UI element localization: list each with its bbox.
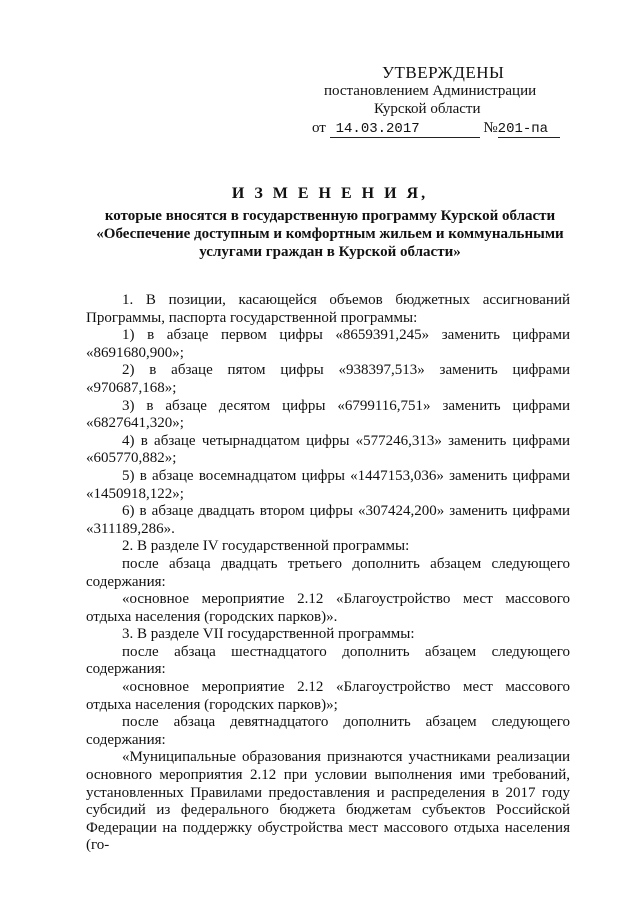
paragraph-14: после абзаца девятнадцатого дополнить абзацем следующего содержания: [86, 714, 570, 748]
paragraph-8: 2. В разделе IV государственной программы: [122, 538, 410, 555]
from-label: от [312, 120, 326, 136]
paragraph-13: «основное мероприятие 2.12 «Благоустройство мест массового отдыха населения (городских парков)»; [86, 679, 570, 713]
heading-line-4: услугами граждан в Курской области» [199, 244, 461, 260]
paragraph-4: 3) в абзаце десятом цифры «6799116,751» заменить цифрами «6827641,320»; [86, 397, 570, 432]
approval-title: УТВЕРЖДЕНЫ [382, 63, 505, 82]
paragraph-3: 2) в абзаце пятом цифры «938397,513» заменить цифрами «970687,168»; [86, 362, 570, 396]
approval-block [312, 64, 612, 138]
paragraph-7: 6) в абзаце двадцать втором цифры «307424,200» заменить цифрами «311189,286». [86, 503, 570, 537]
number-label: № [483, 120, 498, 136]
paragraph-15: «Муниципальные образования признаются участниками реализации основного мероприятия 2.12 при условии выполнения ими требований, установленных Правилами предоставления и распределения в 2017 году субсидий из федерального бюджета бюджетам субъектов Российской Федерации на поддержку обустройства мест массового отдыха населения (го- [86, 749, 570, 854]
paragraph-6: 5) в абзаце восемнадцатом цифры «1447153,036» заменить цифрами «1450918,122»; [86, 467, 570, 502]
approval-date: 14.03.2017 [330, 121, 480, 138]
heading-title: И З М Е Н Е Н И Я, [231, 185, 429, 202]
approval-date-line [312, 119, 612, 138]
heading-line-3: «Обеспечение доступным и комфортным жильем и коммунальными [96, 226, 564, 242]
paragraph-2: 1) в абзаце первом цифры «8659391,245» заменить цифрами «8691680,900»; [86, 327, 570, 361]
paragraph-10: «основное мероприятие 2.12 «Благоустройство мест массового отдыха населения (городских парков)». [86, 591, 570, 625]
approval-line-region: Курской области [374, 101, 481, 117]
approval-line-decree: постановлением Администрации [324, 83, 537, 99]
paragraph-12: после абзаца шестнадцатого дополнить абзацем следующего содержания: [86, 643, 570, 678]
paragraph-1: 1. В позиции, касающейся объемов бюджетных ассигнований Программы, паспорта государственной программы: [86, 292, 570, 326]
paragraph-11: 3. В разделе VII государственной программы: [122, 626, 415, 643]
document-body [86, 292, 570, 855]
heading-line-2: которые вносятся в государственную программу Курской области [104, 208, 556, 224]
document-heading [80, 185, 580, 261]
paragraph-5: 4) в абзаце четырнадцатом цифры «577246,313» заменить цифрами «605770,882»; [86, 432, 570, 467]
approval-number: 201-па [498, 121, 560, 138]
paragraph-9: после абзаца двадцать третьего дополнить абзацем следующего содержания: [86, 555, 570, 590]
